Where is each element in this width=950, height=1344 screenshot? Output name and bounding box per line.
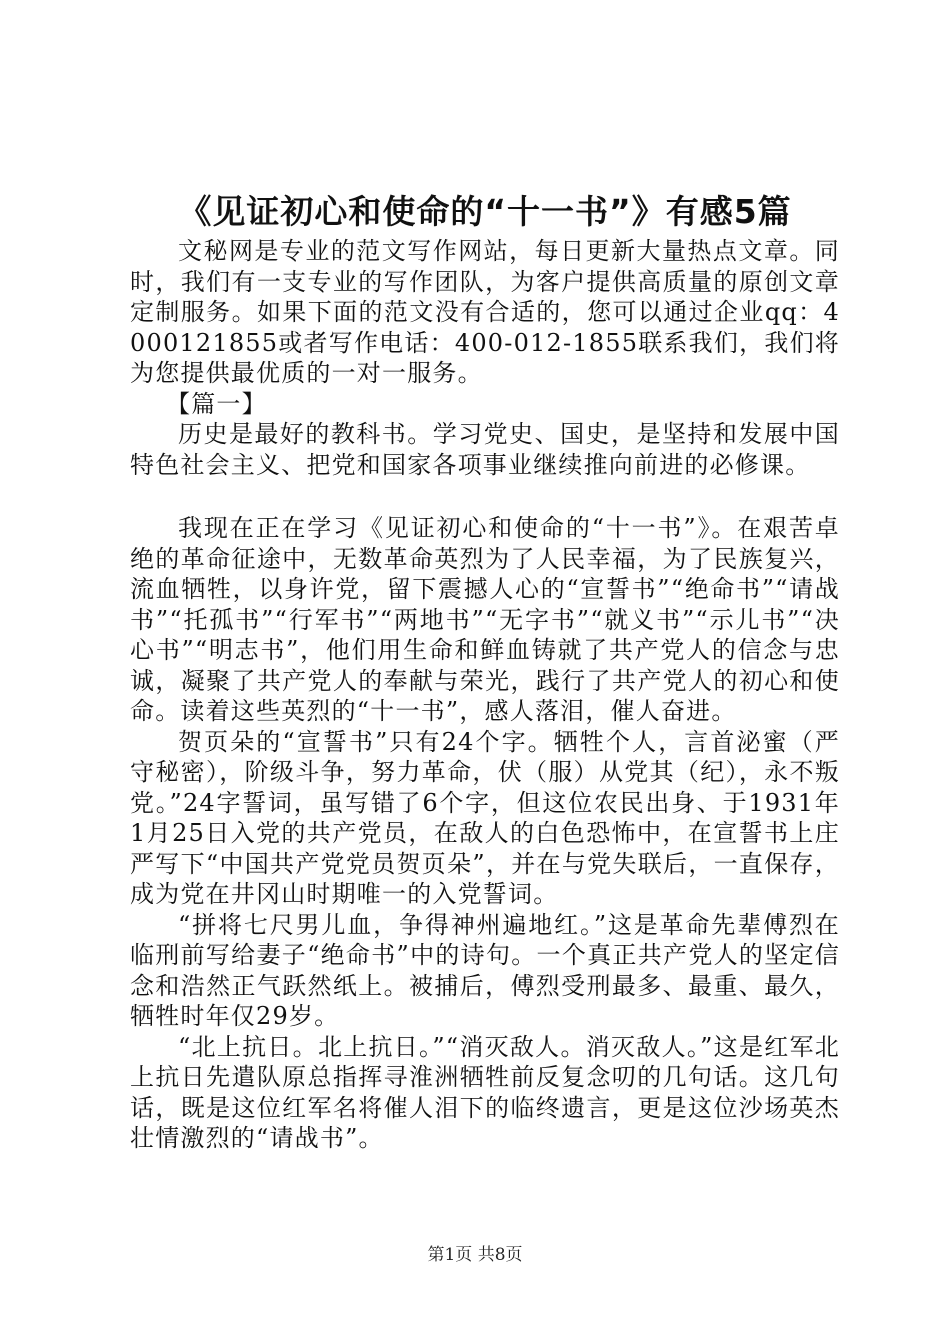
body-paragraph: 贺页朵的“宣誓书”只有24个字。牺牲个人，言首泌蜜（严守秘密），阶级斗争，努力革命，伏（服）从党其（纪），永不叛党。”24字誓词，虽写错了6个字，但这位农民出身、于1931年1月25日入党的共产党员，在敌人的白色恐怖中，在宣誓书上庄严写下“中国共产党党员贺页朵”，并在与党失联后，一直保存，成为党在井冈山时期唯一的入党誓词。 [130,727,840,908]
body-paragraph: 历史是最好的教科书。学习党史、国史，是坚持和发展中国特色社会主义、把党和国家各项事业继续推向前进的必修课。 [130,420,840,479]
intro-paragraph: 文秘网是专业的范文写作网站，每日更新大量热点文章。同时，我们有一支专业的写作团队，为客户提供高质量的原创文章定制服务。如果下面的范文没有合适的，您可以通过企业qq：4000121855或者写作电话：400-012-1855联系我们，我们将为您提供最优质的一对一服务。 [130,237,840,387]
section-heading: 【篇一】 [166,389,267,418]
body-paragraph: 我现在正在学习《见证初心和使命的“十一书”》。在艰苦卓绝的革命征途中，无数革命英烈为了人民幸福，为了民族复兴，流血牺牲，以身许党，留下震撼人心的“宣誓书”“绝命书”“请战书”“托孤书”“行军书”“两地书”“无字书”“就义书”“示儿书”“决心书”“明志书”，他们用生命和鲜血铸就了共产党人的信念与忠诚，凝聚了共产党人的奉献与荣光，践行了共产党人的初心和使命。读着这些英烈的“十一书”，感人落泪，催人奋进。 [130,514,840,725]
body-paragraph: “北上抗日。北上抗日。”“消灭敌人。消灭敌人。”这是红军北上抗日先遣队原总指挥寻淮洲牺牲前反复念叨的几句话。这几句话，既是这位红军名将催人泪下的临终遗言，更是这位沙场英杰壮情激烈的“请战书”。 [130,1032,840,1152]
document-title: 《见证初心和使命的“十一书”》有感5篇 [178,192,792,231]
document-body [130,236,840,1154]
body-paragraph: “拼将七尺男儿血，争得神州遍地红。”这是革命先辈傅烈在临刑前写给妻子“绝命书”中的诗句。一个真正共产党人的坚定信念和浩然正气跃然纸上。被捕后，傅烈受刑最多、最重、最久，牺牲时年仅29岁。 [130,910,840,1030]
page-footer: 第1页 共8页 [427,1245,523,1265]
